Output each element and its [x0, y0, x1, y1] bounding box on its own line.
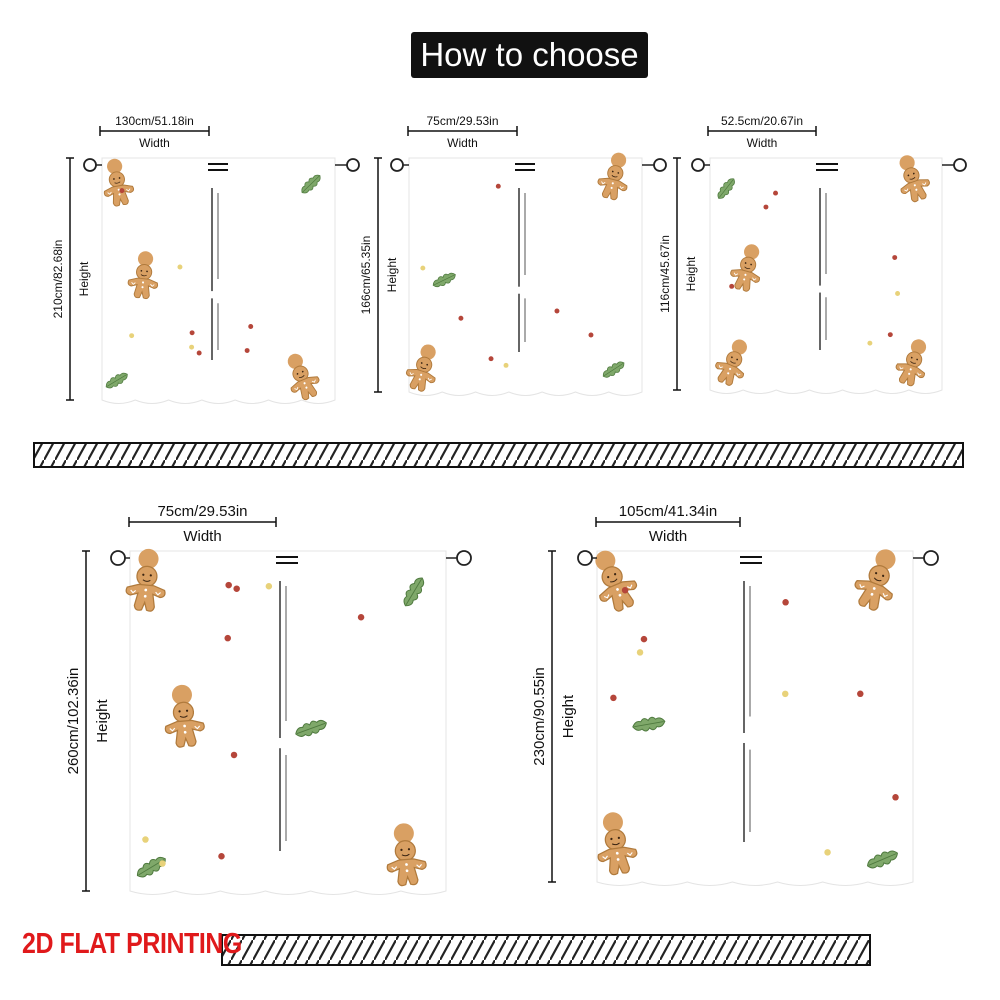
grommet-ring-icon	[924, 551, 938, 565]
grommet-ring-icon	[111, 551, 125, 565]
berry-dot	[824, 849, 831, 856]
berry-dot	[610, 695, 617, 702]
berry-dot	[159, 860, 166, 867]
height-word: Height	[560, 694, 577, 739]
berry-dot	[589, 333, 594, 338]
berry-dot	[189, 345, 194, 350]
footer-label: 2D FLAT PRINTING	[22, 928, 242, 960]
width-label: 52.5cm/20.67in	[720, 114, 804, 128]
width-label: 105cm/41.34in	[618, 503, 718, 520]
height-label: 116cm/45.67in	[658, 235, 672, 313]
berry-dot	[119, 188, 124, 193]
berry-dot	[197, 351, 202, 356]
width-label: 75cm/29.53in	[426, 114, 499, 128]
berry-dot	[420, 266, 425, 271]
width-dimension	[596, 503, 740, 545]
berry-dot	[142, 836, 149, 843]
berry-dot	[892, 255, 897, 260]
height-word: Height	[385, 257, 399, 293]
berry-dot	[763, 205, 768, 210]
berry-dot	[773, 191, 778, 196]
curtain-panel-5	[531, 503, 938, 886]
berry-dot	[637, 649, 644, 656]
berry-dot	[892, 794, 899, 801]
curtain-panel-1	[51, 114, 359, 404]
berry-dot	[857, 691, 864, 698]
height-label: 210cm/82.68in	[51, 239, 65, 319]
height-word: Height	[684, 256, 698, 292]
berry-dot	[190, 330, 195, 335]
berry-dot	[729, 284, 734, 289]
height-word: Height	[94, 699, 111, 743]
width-label: 75cm/29.53in	[157, 503, 248, 520]
berry-dot	[888, 332, 893, 337]
grommet-ring-icon	[578, 551, 592, 565]
width-dimension	[708, 114, 816, 150]
berry-dot	[224, 635, 231, 642]
berry-dot	[218, 853, 225, 860]
curtain-panel-2	[359, 114, 666, 396]
berry-dot	[782, 599, 789, 606]
berry-dot	[622, 587, 629, 594]
width-dimension	[408, 114, 517, 150]
width-word: Width	[447, 136, 478, 150]
hatched-footer-bar	[222, 935, 870, 965]
width-dimension	[100, 114, 209, 150]
curtain-panel-4	[65, 503, 471, 895]
curtain-panel-3	[658, 114, 966, 394]
height-dimension	[658, 158, 698, 390]
berry-dot	[266, 583, 273, 590]
height-label: 260cm/102.36in	[65, 667, 82, 775]
berry-dot	[233, 585, 240, 592]
width-label: 130cm/51.18in	[115, 114, 194, 128]
height-label: 166cm/65.35in	[359, 235, 373, 315]
grommet-ring-icon	[391, 159, 403, 171]
grommet-ring-icon	[654, 159, 666, 171]
berry-dot	[554, 309, 559, 314]
height-label: 230cm/90.55in	[531, 667, 548, 766]
grommet-ring-icon	[347, 159, 359, 171]
berry-dot	[496, 184, 501, 189]
grommet-ring-icon	[84, 159, 96, 171]
berry-dot	[248, 324, 253, 329]
grommet-ring-icon	[692, 159, 704, 171]
width-word: Width	[183, 528, 222, 545]
berry-dot	[782, 691, 789, 698]
berry-dot	[358, 614, 365, 621]
height-dimension	[51, 158, 91, 400]
grommet-ring-icon	[954, 159, 966, 171]
page-title: How to choose	[411, 32, 648, 78]
berry-dot	[225, 582, 232, 589]
berry-dot	[129, 333, 134, 338]
width-word: Width	[746, 136, 778, 150]
berry-dot	[504, 363, 509, 368]
berry-dot	[231, 752, 238, 759]
height-word: Height	[77, 261, 91, 297]
hatched-divider	[34, 443, 963, 467]
grommet-ring-icon	[457, 551, 471, 565]
berry-dot	[895, 291, 900, 296]
width-dimension	[129, 503, 276, 545]
width-word: Width	[648, 528, 688, 545]
berry-dot	[641, 636, 648, 643]
berry-dot	[489, 356, 494, 361]
height-dimension	[359, 158, 399, 392]
berry-dot	[245, 348, 250, 353]
berry-dot	[177, 265, 182, 270]
height-dimension	[531, 551, 577, 882]
height-dimension	[65, 551, 111, 891]
berry-dot	[458, 316, 463, 321]
berry-dot	[867, 341, 872, 346]
width-word: Width	[139, 136, 170, 150]
